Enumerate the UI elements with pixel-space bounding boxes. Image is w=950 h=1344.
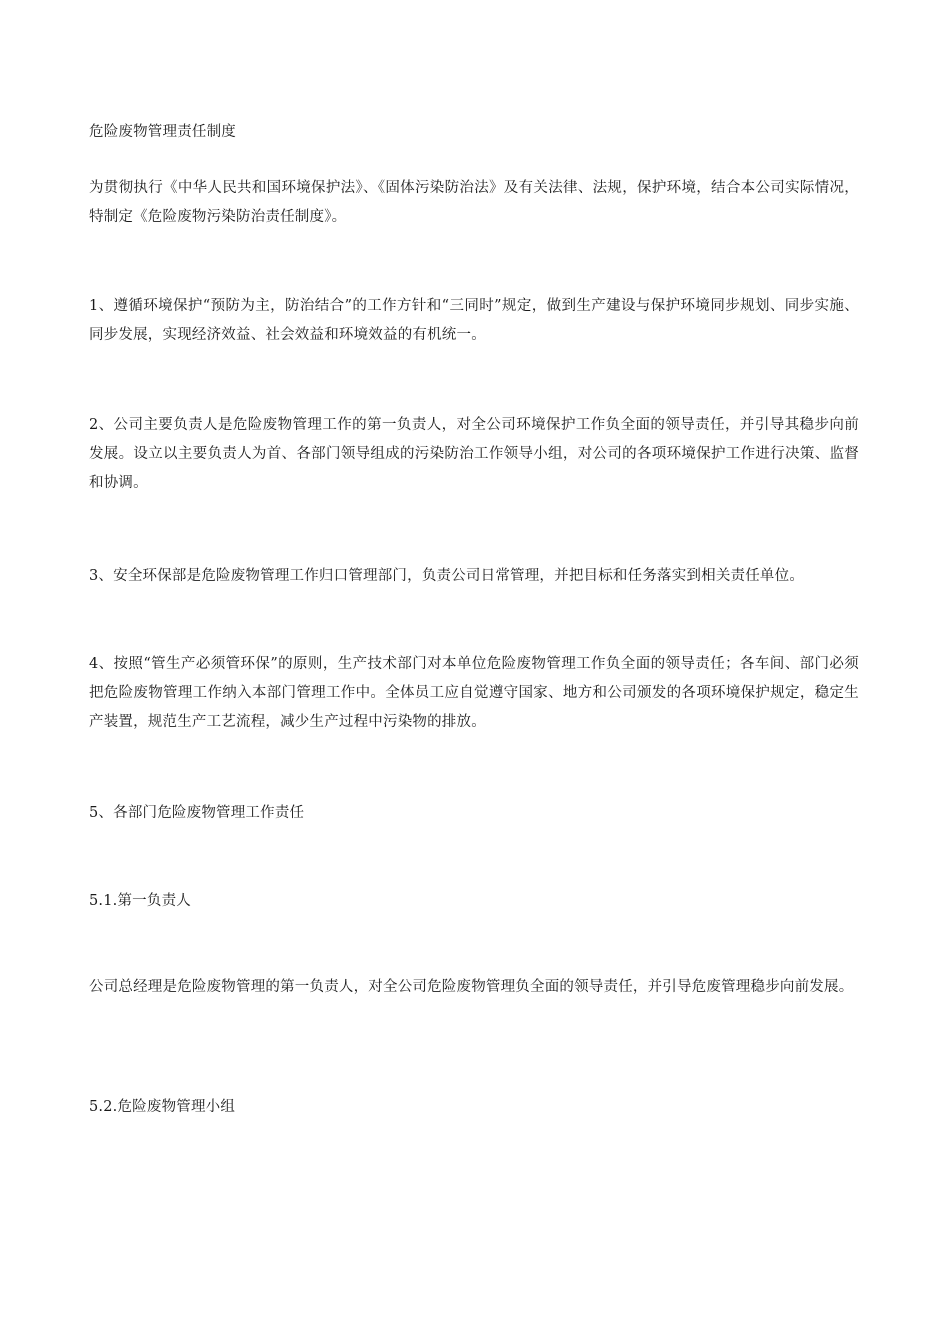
section-heading-5: 5、各部门危险废物管理工作责任 [89,805,305,821]
subsection-heading-5-1: 5.1.第一负责人 [89,893,191,909]
paragraph-item-4: 4、按照“管生产必须管环保”的原则，生产技术部门对本单位危险废物管理工作负全面的领导责任；各车间、部门必须把危险废物管理工作纳入本部门管理工作中。全体员工应自觉遵守国家、地方和公司颁发的各项环境保护规定，稳定生产装置，规范生产工艺流程，减少生产过程中污染物的排放。 [89,656,859,730]
document-title: 危险废物管理责任制度 [89,124,236,140]
intro-paragraph: 为贯彻执行《中华人民共和国环境保护法》、《固体污染防治法》及有关法律、法规，保护环境，结合本公司实际情况，特制定《危险废物污染防治责任制度》。 [89,180,859,225]
paragraph-item-2: 2、公司主要负责人是危险废物管理工作的第一负责人，对全公司环境保护工作负全面的领导责任，并引导其稳步向前发展。设立以主要负责人为首、各部门领导组成的污染防治工作领导小组，对公司的各项环境保护工作进行决策、监督和协调。 [89,417,859,491]
subsection-5-1-paragraph: 公司总经理是危险废物管理的第一负责人，对全公司危险废物管理负全面的领导责任，并引导危废管理稳步向前发展。 [89,979,854,995]
paragraph-item-1: 1、遵循环境保护“预防为主，防治结合”的工作方针和“三同时”规定，做到生产建设与保护环境同步规划、同步实施、同步发展，实现经济效益、社会效益和环境效益的有机统一。 [89,298,859,343]
subsection-heading-5-2: 5.2.危险废物管理小组 [89,1099,236,1115]
paragraph-item-3: 3、安全环保部是危险废物管理工作归口管理部门，负责公司日常管理，并把目标和任务落实到相关责任单位。 [89,568,805,584]
